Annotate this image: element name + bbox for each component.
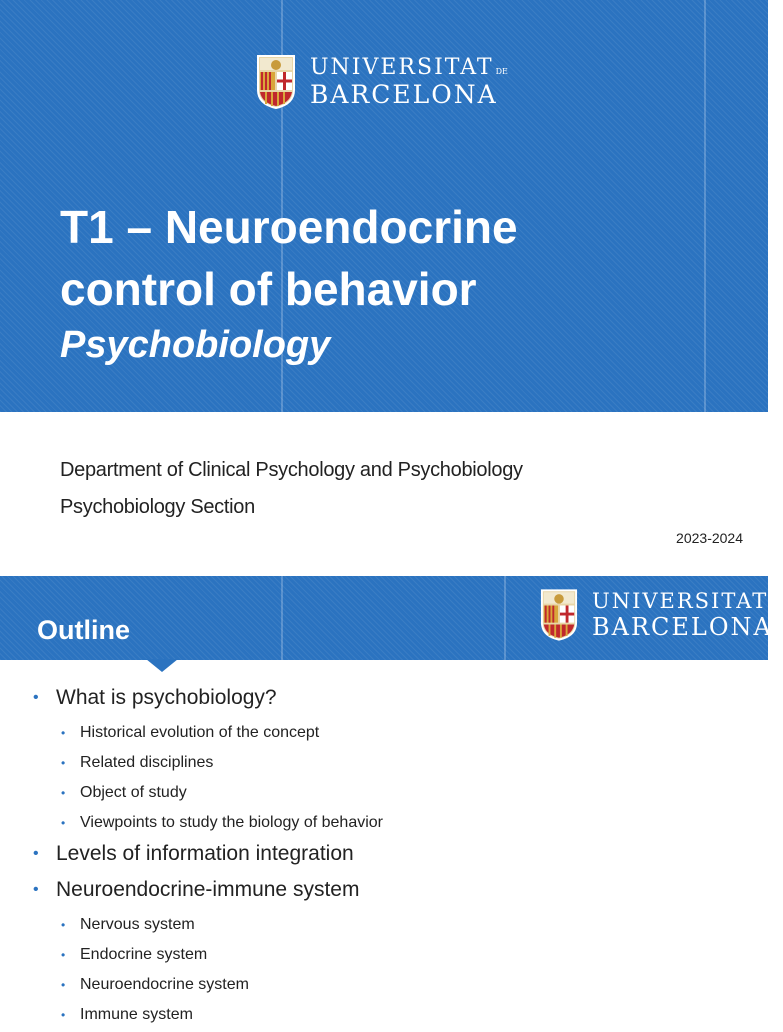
outline-item-text: Levels of information integration <box>56 842 354 865</box>
slide-subtitle: Psychobiology <box>60 324 331 366</box>
title-notch <box>146 659 178 672</box>
outline-item-text: What is psychobiology? <box>56 686 277 709</box>
title-slide-banner <box>0 0 768 412</box>
university-logo-2 <box>540 588 783 642</box>
outline-item <box>0 684 768 720</box>
logo-text-line2: BARCELONA <box>592 613 773 641</box>
outline-item-text: Object of study <box>80 784 187 801</box>
outline-item-text: Immune system <box>80 1006 193 1023</box>
bullet-icon: • <box>61 918 66 932</box>
outline-item <box>0 840 768 876</box>
outline-subitem <box>0 1002 768 1032</box>
outline-item-text: Viewpoints to study the biology of behavior <box>80 814 384 831</box>
outline-list <box>0 684 768 1032</box>
bullet-icon: • <box>33 689 39 706</box>
outline-subitem <box>0 942 768 972</box>
outline-subitem <box>0 780 768 810</box>
outline-item-text: Related disciplines <box>80 754 214 771</box>
bullet-icon: • <box>61 978 66 992</box>
bullet-icon: • <box>33 881 39 898</box>
bullet-icon: • <box>61 786 66 800</box>
slide-title-line1: T1 – Neuroendocrine <box>60 201 518 253</box>
outline-subitem <box>0 720 768 750</box>
department-name: Department of Clinical Psychology and Psychobiology <box>60 459 523 481</box>
bullet-icon: • <box>61 1008 66 1022</box>
logo-text-line1: UNIVERSITAT <box>310 55 494 80</box>
department-info <box>60 452 523 526</box>
outline-item-text: Endocrine system <box>80 946 208 963</box>
logo-text-line2: BARCELONA <box>310 80 498 109</box>
outline-item-text: Nervous system <box>80 916 195 933</box>
outline-subitem <box>0 972 768 1002</box>
outline-subitem <box>0 810 768 840</box>
university-logo <box>256 54 508 110</box>
logo-text-de: DE <box>495 67 508 76</box>
outline-title: Outline <box>37 615 130 645</box>
outline-item-text: Neuroendocrine-immune system <box>56 878 360 901</box>
bullet-icon: • <box>61 816 66 830</box>
section-name: Psychobiology Section <box>60 496 255 518</box>
outline-subitem <box>0 750 768 780</box>
university-shield-icon <box>540 588 578 642</box>
bullet-icon: • <box>33 845 39 862</box>
logo-text-de: DE <box>770 601 783 610</box>
bullet-icon: • <box>61 726 66 740</box>
bullet-icon: • <box>61 948 66 962</box>
slide-title <box>60 196 518 370</box>
outline-item-text: Historical evolution of the concept <box>80 724 320 741</box>
outline-item <box>0 876 768 912</box>
logo-text-line1: UNIVERSITAT <box>592 589 769 613</box>
academic-year: 2023-2024 <box>676 530 743 546</box>
bullet-icon: • <box>61 756 66 770</box>
slide-title-line2: control of behavior <box>60 263 477 315</box>
university-shield-icon <box>256 54 296 110</box>
outline-item-text: Neuroendocrine system <box>80 976 249 993</box>
outline-subitem <box>0 912 768 942</box>
